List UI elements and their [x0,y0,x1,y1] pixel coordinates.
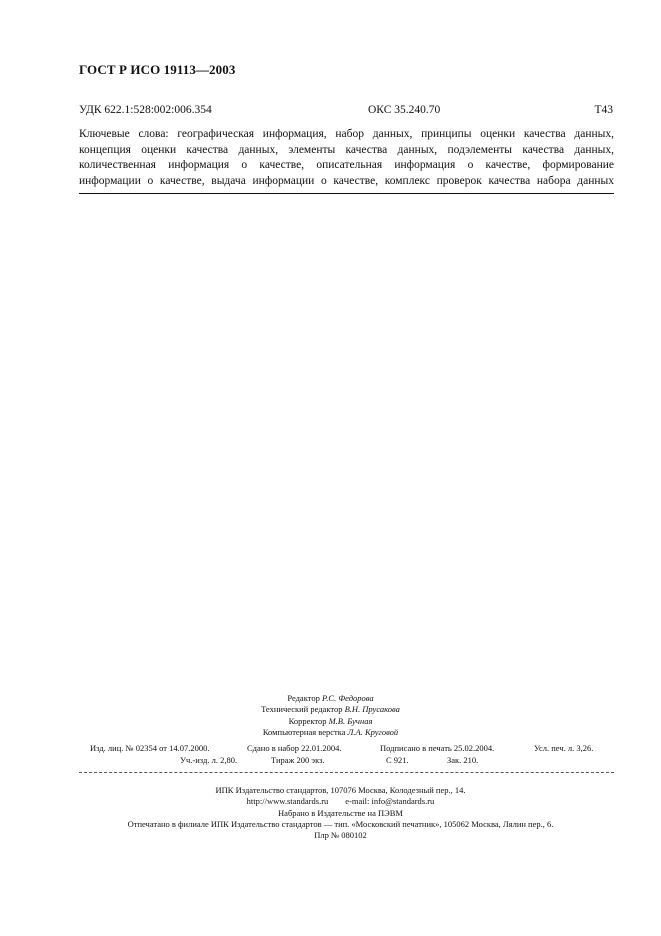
publisher-email: e-mail: info@standards.ru [345,796,435,807]
layout-label: Компьютерная верстка [262,726,346,737]
editor-name: Р.С. Федорова [321,693,374,703]
c-number-text: С 921. [386,755,409,765]
tech-editor-row [0,704,661,715]
keywords-line: Ключевые слова: географическая информация, набор данных, принципы оценки качества данных, [79,128,614,140]
layout-row [0,727,661,738]
t-code: Т43 [594,104,613,116]
document-title: ГОСТ Р ИСО 19113—2003 [79,62,236,77]
classification-codes [79,104,613,120]
oks-code: ОКС 35.240.70 [368,104,441,116]
dashed-divider [79,772,614,773]
publisher-contacts [0,796,661,807]
print-info [90,743,610,767]
corrector-name: М.В. Бучная [328,715,373,726]
set-date-text: Сдано в набор 22.01.2004. [247,743,342,753]
publisher-address: ИПК Издательство стандартов, 107076 Москва, Колодезный пер., 14. [215,785,466,795]
udk-code: УДК 622.1:528:002:006.354 [79,104,212,116]
editor-label: Редактор [287,693,320,703]
keywords-line: количественная информация о качестве, описательная информация о качестве, формирование [79,159,614,172]
corrector-label: Корректор [288,715,327,726]
publisher-web: http://www.standards.ru [246,796,329,807]
editor-row [0,693,661,704]
tech-editor-name: В.Н. Прусакова [344,704,400,715]
printed-note: Отпечатано в филиале ИПК Издательство стандартов — тип. «Московский печатник», 105062 Москва, Лялин пер., 6. [127,818,554,829]
keywords-paragraph [79,127,614,189]
layout-name: Л.А. Круговой [347,726,399,737]
keywords-line: информации о качестве, выдача информации о качестве, комплекс проверок качества набора данных [79,174,614,187]
print-info-row [90,743,610,755]
order-text: Зак. 210. [447,755,479,765]
publisher-block [0,785,661,841]
credits-block [0,693,661,738]
typeset-note: Набрано в Издательстве на ПЭВМ [278,807,403,818]
corrector-row [0,716,661,727]
divider [79,193,614,194]
print-sheets-text: Усл. печ. л. 3,26. [534,743,594,753]
keywords-line: концепция оценки качества данных, элементы качества данных, подэлементы качества данных, [79,143,614,156]
license-text: Изд. лиц. № 02354 от 14.07.2000. [90,743,210,753]
plr-number: Плр № 080102 [314,830,367,841]
print-info-row [90,755,610,767]
signed-date-text: Подписано в печать 25.02.2004. [380,743,495,753]
pub-sheets-text: Уч.-изд. л. 2,80. [180,755,238,765]
circulation-text: Тираж 200 экз. [271,755,325,765]
tech-editor-label: Технический редактор [261,704,343,715]
